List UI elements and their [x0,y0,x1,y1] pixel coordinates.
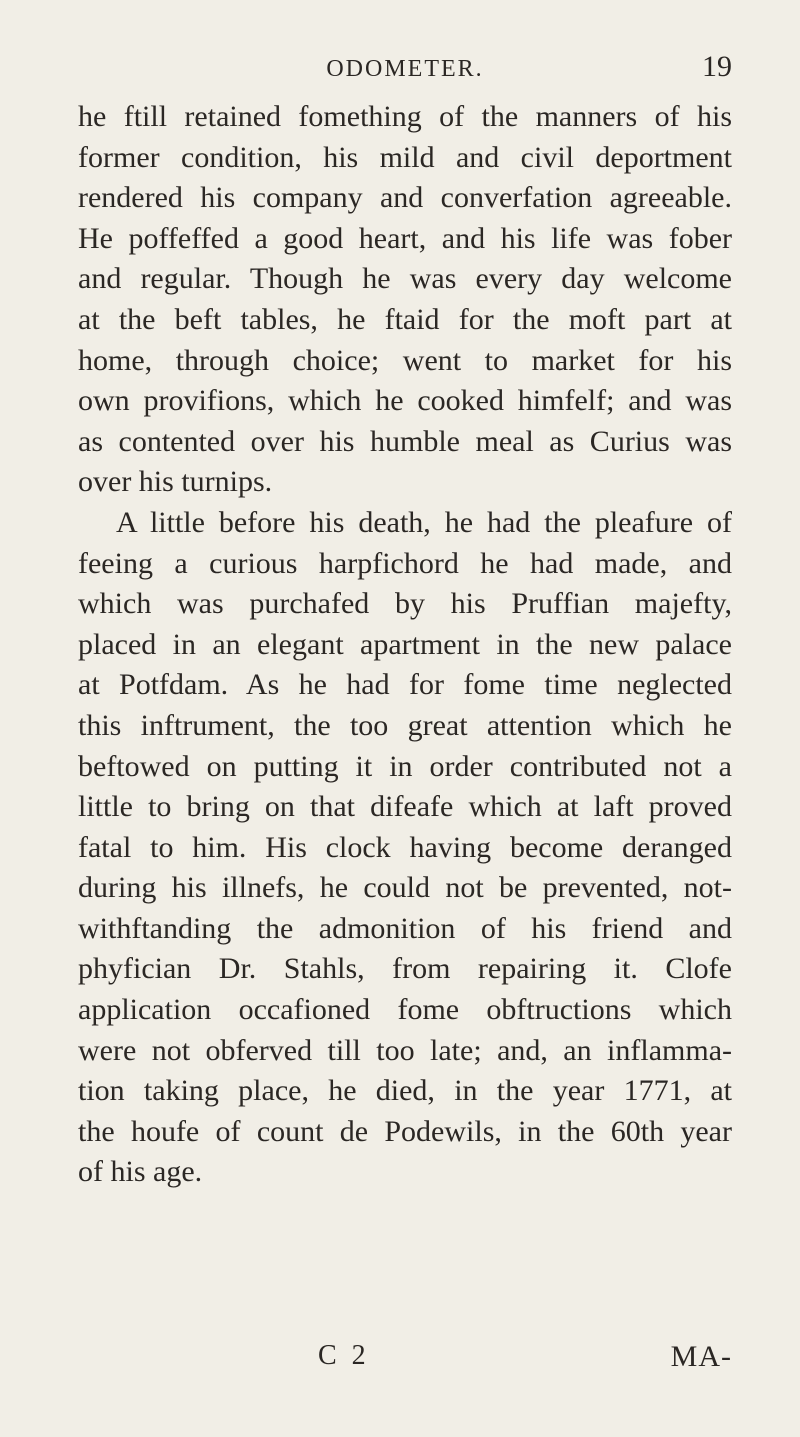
text-line: own provifions, which he cooked himfelf; and was [78,384,732,418]
text-line: were not obferved till too late; and, an inflamma- [78,1033,732,1067]
text-line: the houfe of count de Podewils, in the 60th year [78,1114,732,1148]
page-header [78,50,732,90]
text-line: placed in an elegant apartment in the new palace [78,627,732,661]
signature-mark: C 2 [318,1340,370,1371]
text-line-paragraph-end: over his turnips. [78,465,273,499]
text-line: which was purchafed by his Pruffian majefty, [78,587,732,621]
body-text [78,97,732,1193]
text-line: application occafioned fome obftructions which [78,993,732,1027]
running-head: ODOMETER. [326,56,484,82]
text-line: at the beft tables, he ftaid for the moft part at [78,302,732,336]
text-line-paragraph-start: A little before his death, he had the pleafure of [116,505,732,539]
text-line: fatal to him. His clock having become deranged [78,830,732,864]
text-line: during his illnefs, he could not be prevented, not- [78,871,732,905]
text-line: He poffeffed a good heart, and his life was fober [78,221,732,255]
page-number: 19 [702,50,732,83]
text-line: beftowed on putting it in order contributed not a [78,749,732,783]
text-line: as contented over his humble meal as Curius was [78,424,732,458]
text-line: former condition, his mild and civil deportment [78,140,732,174]
text-line: this inftrument, the too great attention which he [78,708,732,742]
text-line: withftanding the admonition of his friend and [78,911,732,945]
text-line: tion taking place, he died, in the year 1771, at [78,1074,732,1108]
text-line-paragraph-end: of his age. [78,1155,203,1189]
text-line: feeing a curious harpfichord he had made, and [78,546,732,580]
text-line: he ftill retained fomething of the manners of his [78,100,732,133]
text-line: rendered his company and converfation agreeable. [78,181,732,215]
text-line: phyfician Dr. Stahls, from repairing it. Clofe [78,952,732,986]
text-line: home, through choice; went to market for his [78,343,732,377]
page-footer [78,1340,732,1380]
text-line: and regular. Though he was every day welcome [78,262,732,296]
text-line: at Potfdam. As he had for fome time neglected [78,668,732,702]
text-line: little to bring on that difeafe which at laft proved [78,790,732,824]
catchword: MA- [670,1340,732,1373]
